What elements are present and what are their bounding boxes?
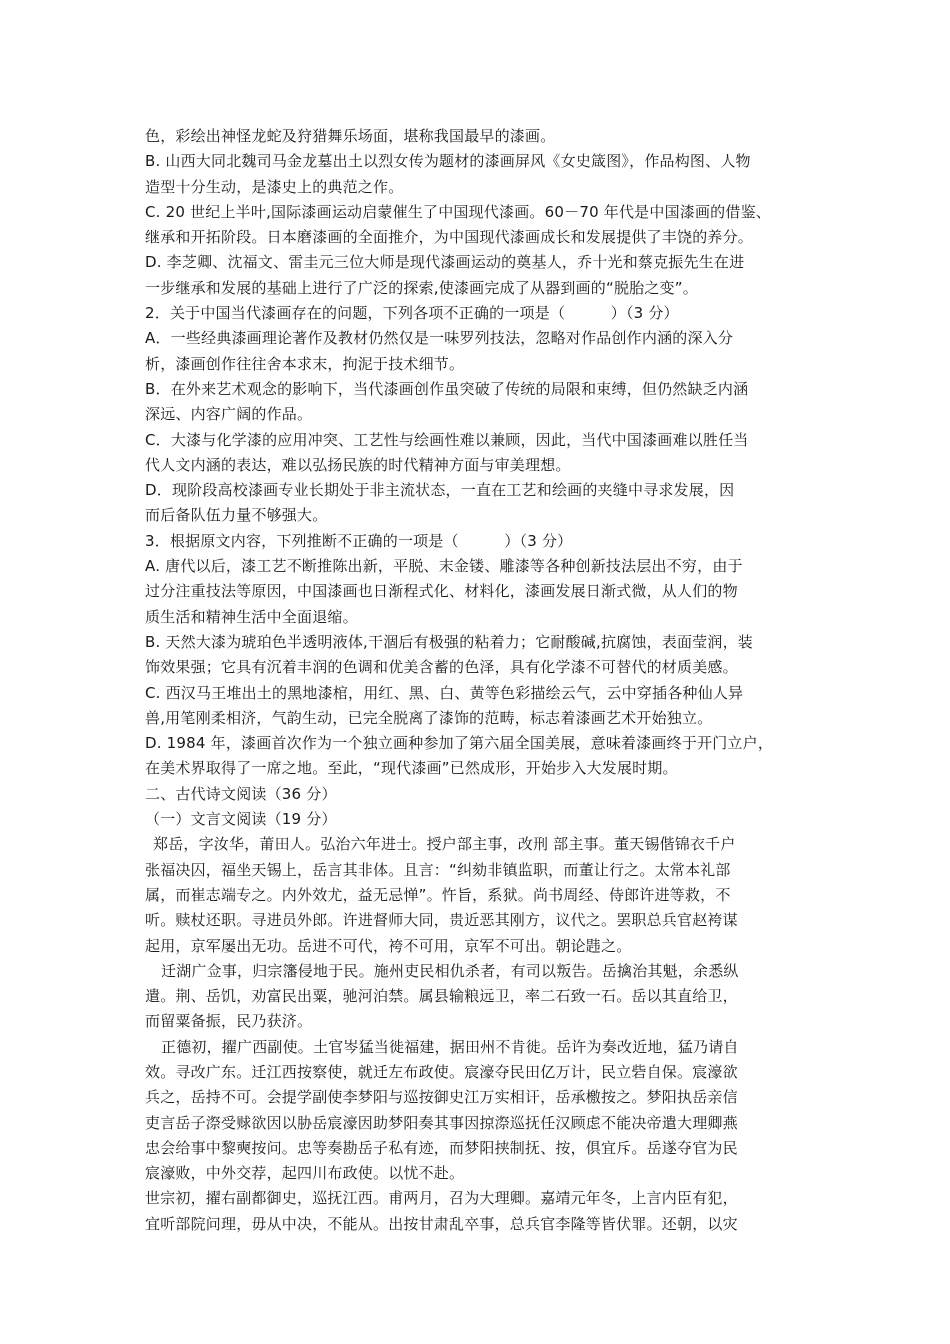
text-line: D．现阶段高校漆画专业长期处于非主流状态，一直在工艺和绘画的夹缝中寻求发展，因: [145, 481, 735, 500]
text-line: D. 1984 年，漆画首次作为一个独立画种参加了第六届全国美展，意味着漆画终于开门立户，: [145, 734, 774, 753]
text-line: A．一些经典漆画理论著作及教材仍然仅是一味罗列技法，忽略对作品创作内涵的深入分: [145, 329, 734, 348]
passage-line: 张福决囚，福坐天锡上，岳言其非体。且言：“纠劾非镇监职，而董让行之。太常本礼部: [145, 860, 731, 879]
text-line: 继承和开拓阶段。日本磨漆画的全面推介，为中国现代漆画成长和发展提供了丰饶的养分。: [145, 228, 754, 247]
text-line: 饰效果强；它具有沉着丰润的色调和优美含蓄的色泽，具有化学漆不可替代的材质美感。: [145, 658, 738, 677]
subsection-heading: （一）文言文阅读（19 分）: [145, 810, 337, 829]
passage-line: 属，而崔志端专之。内外效尤，益无忌惮”。忤旨，系狱。尚书周经、侍郎许进等救，不: [145, 885, 731, 904]
text-line: 代人文内涵的表达，难以弘扬民族的时代精神方面与审美理想。: [145, 455, 571, 474]
passage-line: 世宗初，擢右副都御史，巡抚江西。甫两月，召为大理卿。嘉靖元年冬，上言内臣有犯，: [145, 1189, 738, 1208]
text-line: C. 20 世纪上半叶,国际漆画运动启蒙催生了中国现代漆画。60－70 年代是中国漆画的借鉴、: [145, 202, 771, 221]
text-line: 而后备队伍力量不够强大。: [145, 506, 328, 525]
text-line: 造型十分生动，是漆史上的典范之作。: [145, 177, 404, 196]
text-line: 质生活和精神生活中全面退缩。: [145, 607, 358, 626]
text-line: 兽,用笔刚柔相济，气韵生动，已完全脱离了漆饰的范畴，标志着漆画艺术开始独立。: [145, 708, 713, 727]
text-line: B. 天然大漆为琥珀色半透明液体,干涸后有极强的粘着力；它耐酸碱,抗腐蚀，表面莹润，装: [145, 632, 753, 651]
passage-line: 而留粟备振，民乃获济。: [145, 1012, 313, 1031]
passage-line: 遣。荆、岳饥，劝富民出粟，驰河泊禁。属县输粮远卫，率二石致一石。岳以其直给卫，: [145, 987, 738, 1006]
passage-line: 吏言岳子漈受赇欲因以胁岳宸濠因助梦阳奏其事因掠漈巡抚任汉顾虑不能决帝遣大理卿燕: [145, 1113, 738, 1132]
passage-line: 听。赎杖还职。寻进员外郎。许进督师大同，贵近恶其刚方，议代之。罢职总兵官赵袴谋: [145, 911, 738, 930]
text-line: B．在外来艺术观念的影响下，当代漆画创作虽突破了传统的局限和束缚，但仍然缺乏内涵: [145, 379, 749, 398]
passage-line: 忠会给事中黎奭按问。忠等奏勘岳子私有迹，而梦阳挟制抚、按，俱宜斥。岳遂夺官为民: [145, 1138, 738, 1157]
text-line: 析，漆画创作往往舍本求末，拘泥于技术细节。: [145, 354, 465, 373]
passage-line: 郑岳，字汝华，莆田人。弘治六年进士。授户部主事，改刑 部主事。董天锡偕锦衣千户: [153, 835, 736, 854]
passage-line: 正德初，擢广西副使。土官岑猛当徙福建，据田州不肯徙。岳许为奏改近地，猛乃请自: [161, 1037, 739, 1056]
passage-line: 效。寻改广东。迁江西按察使，就迁左布政使。宸濠夺民田亿万计，民立砦自保。宸濠欲: [145, 1062, 738, 1081]
passage-line: 迁湖广佥事，归宗籓侵地于民。施州吏民相仇杀者，有司以叛告。岳擒治其魁，余悉纵: [161, 961, 739, 980]
question-3-stem: 3．根据原文内容，下列推断不正确的一项是（ ）（3 分）: [145, 531, 573, 550]
text-line: 过分注重技法等原因，中国漆画也日渐程式化、材料化，漆画发展日渐式微，从人们的物: [145, 582, 738, 601]
passage-line: 宸濠败，中外交荐，起四川布政使。以忧不赴。: [145, 1164, 465, 1183]
question-2-stem: 2．关于中国当代漆画存在的问题，下列各项不正确的一项是（ ）（3 分）: [145, 304, 679, 323]
text-line: 色，彩绘出神怪龙蛇及狩猎舞乐场面，堪称我国最早的漆画。: [145, 127, 556, 145]
text-line: A. 唐代以后，漆工艺不断推陈出新，平脱、末金镂、雕漆等各种创新技法层出不穷，由于: [145, 557, 743, 576]
text-line: C．大漆与化学漆的应用冲突、工艺性与绘画性难以兼顾，因此，当代中国漆画难以胜任当: [145, 430, 749, 449]
section-heading: 二、古代诗文阅读（36 分）: [145, 784, 337, 803]
text-line: C. 西汉马王堆出土的黑地漆棺，用红、黑、白、黄等色彩描绘云气，云中穿插各种仙人异: [145, 683, 744, 702]
passage-line: 宜听部院问理，毋从中决，不能从。出按甘肃乱卒事，总兵官李隆等皆伏罪。还朝，以灾: [145, 1214, 738, 1233]
document-page: [145, 124, 817, 1237]
text-line: B. 山西大同北魏司马金龙墓出土以烈女传为题材的漆画屏风《女史箴图》，作品构图、人物: [145, 152, 751, 171]
text-line: 在美术界取得了一席之地。至此，“现代漆画”已然成形，开始步入大发展时期。: [145, 759, 678, 778]
passage-line: 起用，京军屡出无功。岳进不可代，袴不可用，京军不可出。朝论韪之。: [145, 936, 632, 955]
text-line: 深远、内容广阔的作品。: [145, 405, 313, 424]
text-line: D. 李芝卿、沈福文、雷圭元三位大师是现代漆画运动的奠基人，乔十光和蔡克振先生在进: [145, 253, 745, 272]
text-line: 一步继承和发展的基础上进行了广泛的探索,使漆画完成了从器到画的“脱胎之变”。: [145, 278, 698, 297]
passage-line: 兵之，岳持不可。会提学副使李梦阳与巡按御史江万实相讦，岳承檄按之。梦阳执岳亲信: [145, 1088, 738, 1107]
